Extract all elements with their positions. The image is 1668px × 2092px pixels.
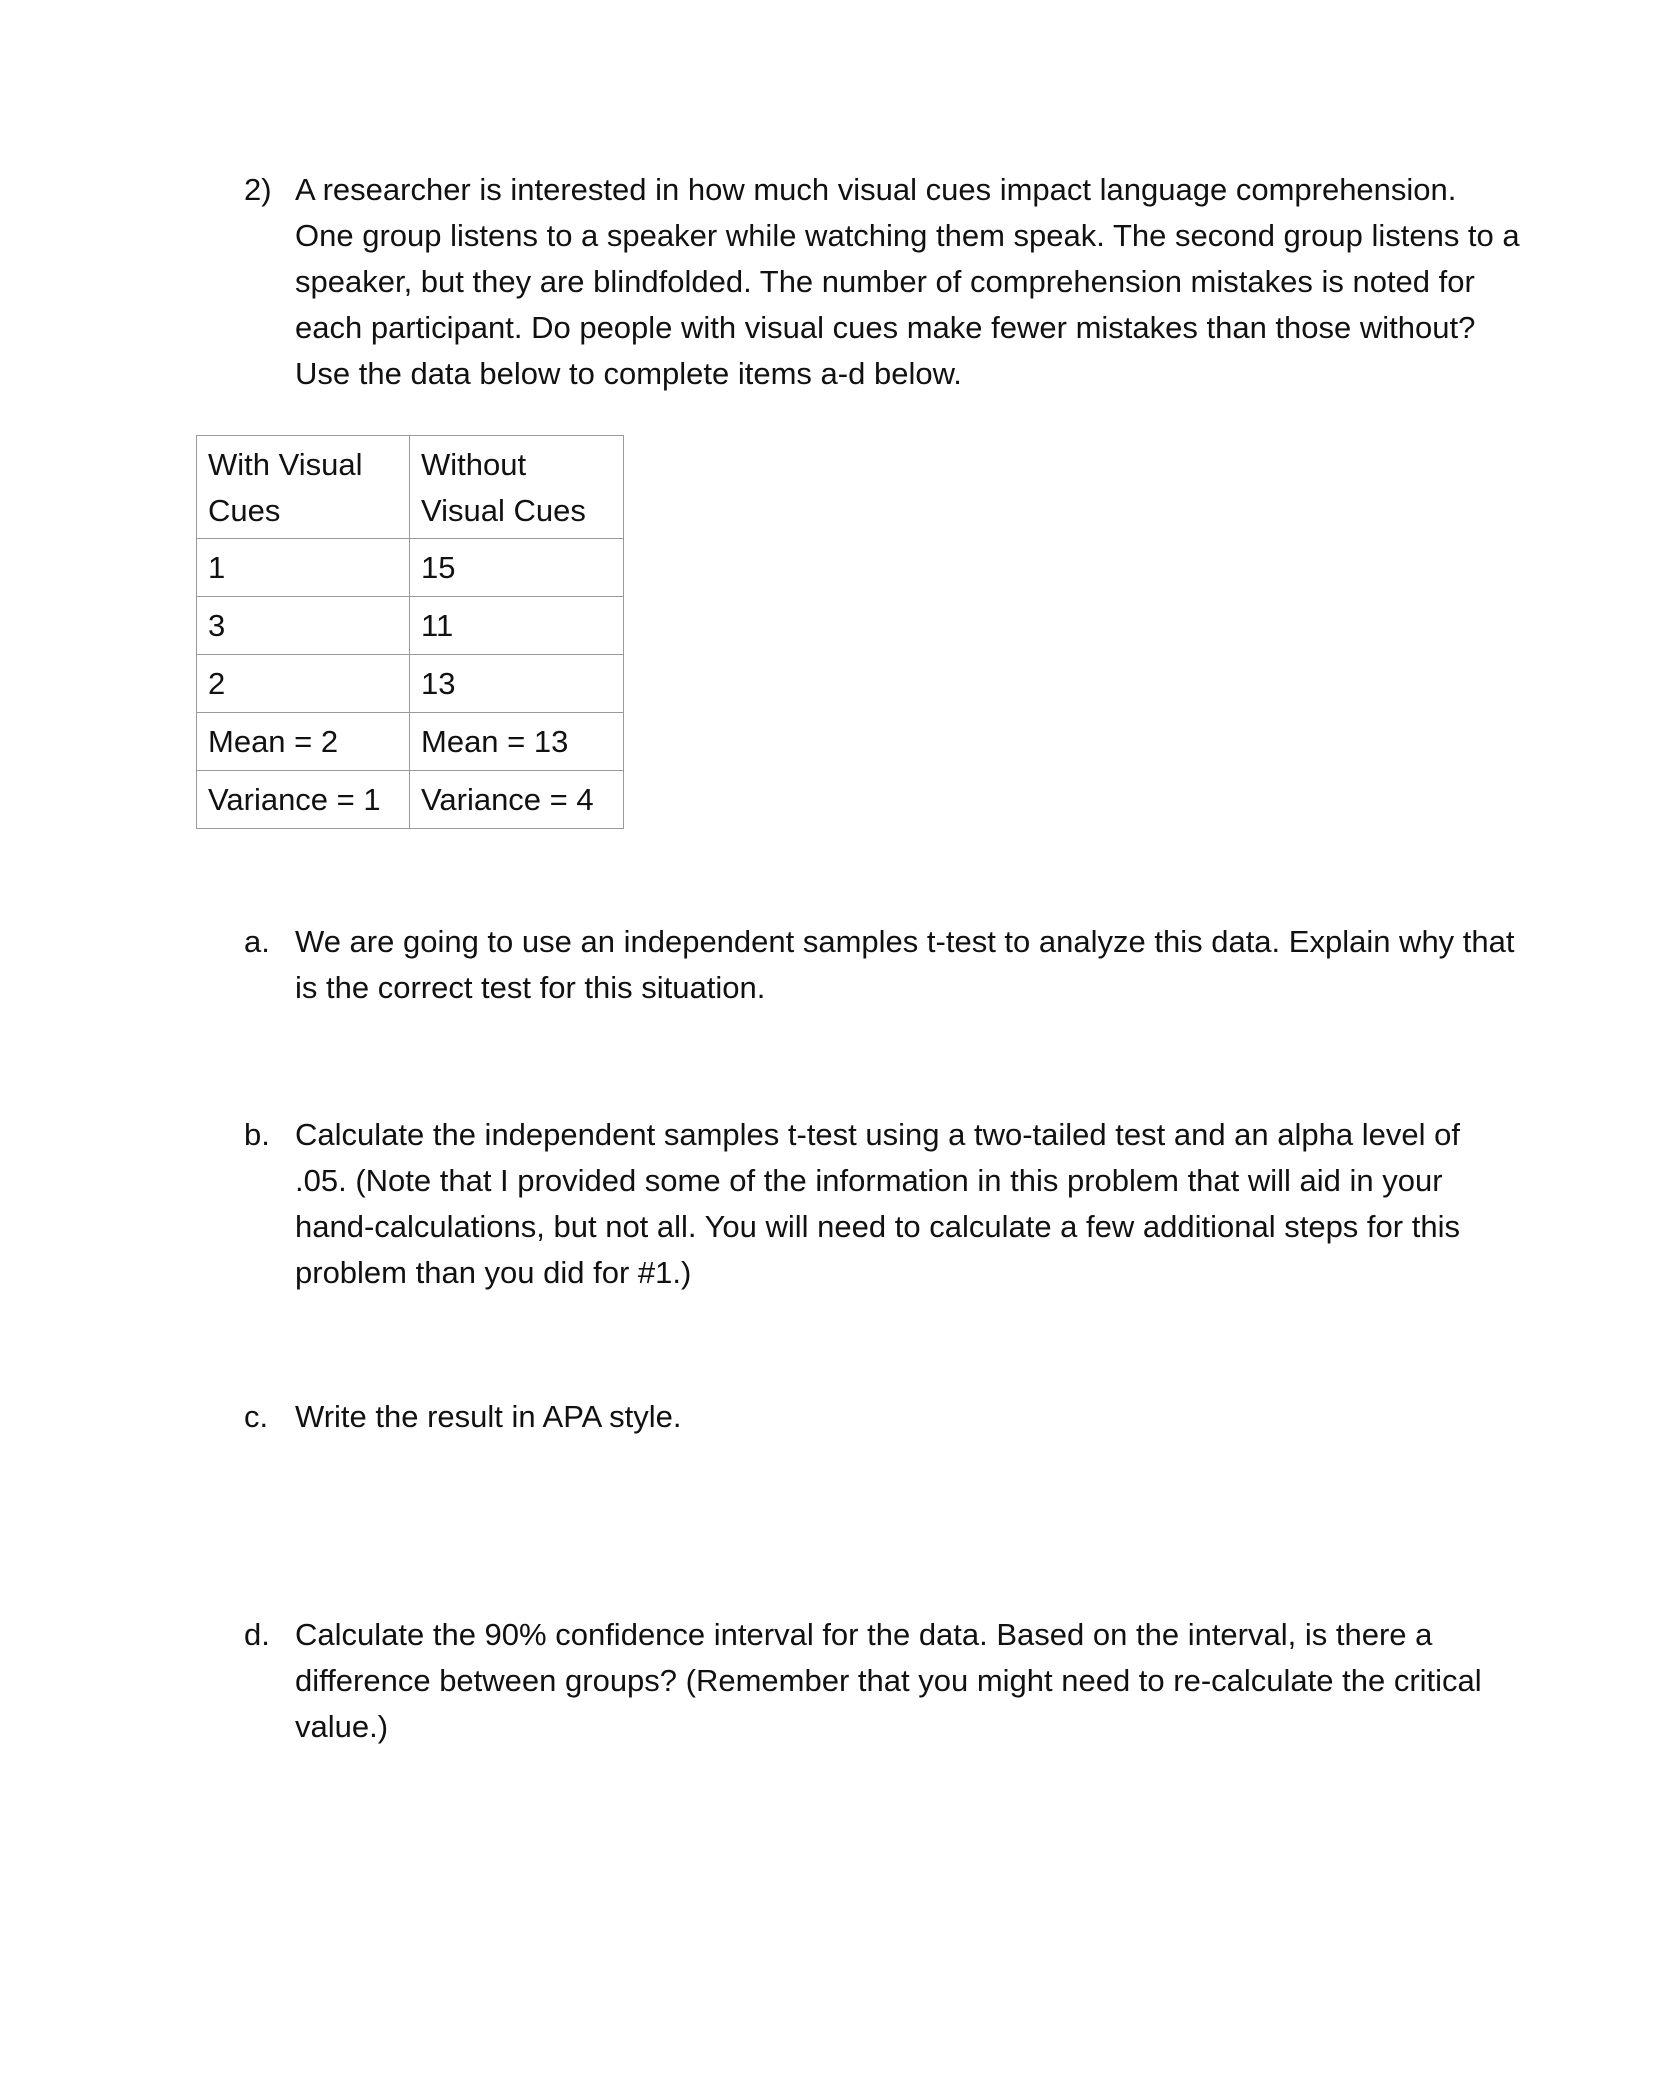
- item-line: difference between groups? (Remember that you might need to re-calculate the critical: [295, 1663, 1482, 1698]
- table-cell: 13: [410, 655, 624, 713]
- mean-cell: Mean = 13: [410, 713, 624, 771]
- item-d: [244, 1612, 1484, 1750]
- table-row-variance: [197, 771, 624, 829]
- item-marker: d.: [244, 1617, 270, 1652]
- prompt-line: Use the data below to complete items a-d below.: [295, 356, 962, 391]
- item-marker: c.: [244, 1399, 269, 1434]
- prompt-line: One group listens to a speaker while watching them speak. The second group listens to a: [295, 218, 1520, 253]
- item-text: [295, 1112, 1484, 1296]
- item-line: .05. (Note that I provided some of the information in this problem that will aid in your: [295, 1163, 1443, 1198]
- variance-cell: Variance = 1: [197, 771, 410, 829]
- question-2: [244, 167, 1520, 397]
- table-row: [197, 655, 624, 713]
- item-line: Calculate the 90% confidence interval for the data. Based on the interval, is there a: [295, 1617, 1433, 1652]
- table-cell: 2: [197, 655, 410, 713]
- prompt-line: speaker, but they are blindfolded. The number of comprehension mistakes is noted for: [295, 264, 1475, 299]
- variance-cell: Variance = 4: [410, 771, 624, 829]
- prompt-line: each participant. Do people with visual cues make fewer mistakes than those without?: [295, 310, 1476, 345]
- item-marker: a.: [244, 924, 270, 959]
- item-text: [295, 1394, 1484, 1440]
- table-row: [197, 597, 624, 655]
- item-a: [244, 919, 1515, 1011]
- table-header-row: [197, 436, 624, 539]
- item-line: Write the result in APA style.: [295, 1399, 682, 1434]
- item-line: hand-calculations, but not all. You will need to calculate a few additional steps for this: [295, 1209, 1460, 1244]
- table-row: [197, 539, 624, 597]
- mean-cell: Mean = 2: [197, 713, 410, 771]
- item-line: We are going to use an independent samples t-test to analyze this data. Explain why that: [295, 924, 1515, 959]
- item-c: [244, 1394, 1484, 1440]
- item-text: [295, 1612, 1484, 1750]
- question-prompt: [295, 167, 1520, 397]
- header-with-visual-cues: [197, 436, 410, 539]
- header-text: Cues: [208, 493, 281, 528]
- data-table: [196, 435, 624, 829]
- item-line: is the correct test for this situation.: [295, 970, 766, 1005]
- question-number: 2): [244, 172, 272, 207]
- table-cell: 15: [410, 539, 624, 597]
- item-b: [244, 1112, 1484, 1296]
- table-cell: 1: [197, 539, 410, 597]
- item-line: value.): [295, 1709, 389, 1744]
- table-row-mean: [197, 713, 624, 771]
- item-text: [295, 919, 1515, 1011]
- item-marker: b.: [244, 1117, 270, 1152]
- item-line: Calculate the independent samples t-test using a two-tailed test and an alpha level of: [295, 1117, 1460, 1152]
- header-without-visual-cues: [410, 436, 624, 539]
- header-text: Without: [421, 447, 527, 482]
- prompt-line: A researcher is interested in how much visual cues impact language comprehension.: [295, 172, 1457, 207]
- header-text: Visual Cues: [421, 493, 586, 528]
- header-text: With Visual: [208, 447, 363, 482]
- item-line: problem than you did for #1.): [295, 1255, 692, 1290]
- table-cell: 11: [410, 597, 624, 655]
- table-cell: 3: [197, 597, 410, 655]
